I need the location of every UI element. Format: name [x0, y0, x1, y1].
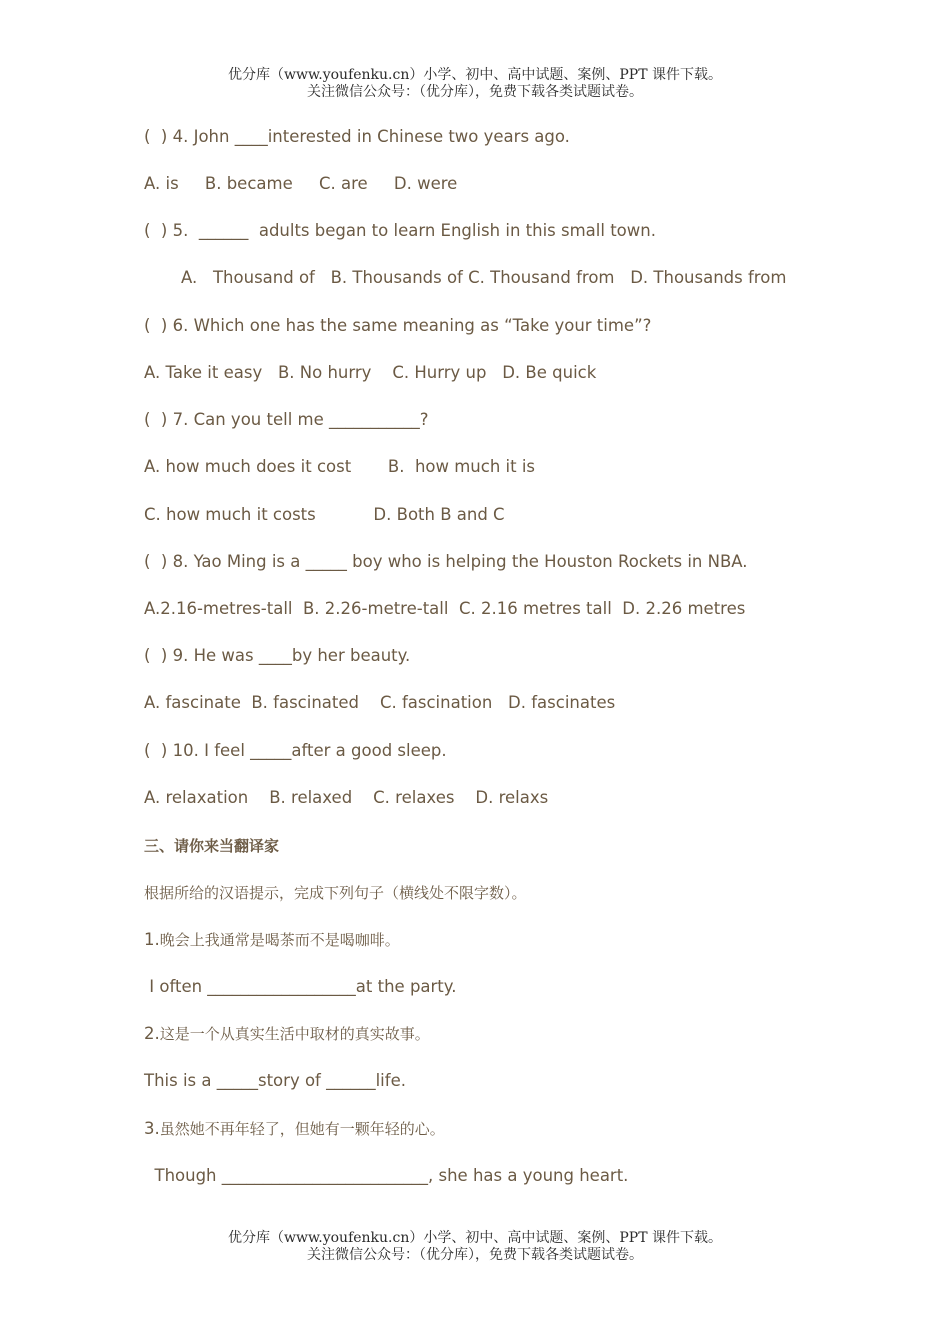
- translation-3-number: 3.: [144, 1119, 160, 1138]
- question-7-stem: ( ) 7. Can you tell me ___________?: [144, 410, 429, 429]
- question-7-options-2: C. how much it costs D. Both B and C: [144, 505, 505, 524]
- question-4-stem: ( ) 4. John ____interested in Chinese two years ago.: [144, 127, 570, 146]
- translation-1-english: I often __________________at the party.: [144, 977, 457, 996]
- translation-1-chinese: 晚会上我通常是喝茶而不是喝咖啡。: [159, 931, 400, 949]
- page-footer: [0, 1230, 950, 1264]
- question-4-options: A. is B. became C. are D. were: [144, 174, 458, 193]
- header-line-1: 优分库（www.youfenku.cn）小学、初中、高中试题、案例、PPT 课件下载。: [227, 67, 722, 83]
- translation-1-prompt: [144, 930, 400, 950]
- question-5-options: A. Thousand of B. Thousands of C. Thousand from D. Thousands from: [181, 268, 787, 287]
- translation-2-chinese: 这是一个从真实生活中取材的真实故事。: [159, 1025, 430, 1043]
- question-5-stem: ( ) 5. ______ adults began to learn English in this small town.: [144, 221, 656, 240]
- question-10-options: A. relaxation B. relaxed C. relaxes D. relaxs: [144, 788, 549, 807]
- section-3-title: 三、请你来当翻译家: [144, 837, 280, 855]
- footer-line-2: 关注微信公众号：（优分库），免费下载各类试题试卷。: [307, 1247, 643, 1263]
- question-9-options: A. fascinate B. fascinated C. fascination D. fascinates: [144, 693, 616, 712]
- translation-3-prompt: [144, 1119, 445, 1139]
- translation-2-prompt: [144, 1024, 430, 1044]
- question-6-stem: ( ) 6. Which one has the same meaning as “Take your time”?: [144, 316, 652, 335]
- translation-2-english: This is a _____story of ______life.: [144, 1071, 406, 1090]
- translation-2-number: 2.: [144, 1024, 160, 1043]
- translation-1-number: 1.: [144, 930, 160, 949]
- footer-line-1: 优分库（www.youfenku.cn）小学、初中、高中试题、案例、PPT 课件下载。: [227, 1230, 722, 1246]
- question-8-options: A.2.16-metres-tall B. 2.26-metre-tall C. 2.16 metres tall D. 2.26 metres: [144, 599, 746, 618]
- question-6-options: A. Take it easy B. No hurry C. Hurry up D. Be quick: [144, 363, 597, 382]
- question-8-stem: ( ) 8. Yao Ming is a _____ boy who is helping the Houston Rockets in NBA.: [144, 552, 748, 571]
- question-9-stem: ( ) 9. He was ____by her beauty.: [144, 646, 411, 665]
- question-10-stem: ( ) 10. I feel _____after a good sleep.: [144, 741, 447, 760]
- header-line-2: 关注微信公众号：（优分库），免费下载各类试题试卷。: [307, 84, 643, 100]
- page-header: [0, 67, 950, 101]
- translation-3-chinese: 虽然她不再年轻了，但她有一颗年轻的心。: [159, 1120, 445, 1138]
- translation-3-english: Though _________________________, she has a young heart.: [144, 1166, 629, 1185]
- section-3-instruction: 根据所给的汉语提示，完成下列句子（横线处不限字数）。: [144, 884, 527, 902]
- question-7-options-1: A. how much does it cost B. how much it is: [144, 457, 536, 476]
